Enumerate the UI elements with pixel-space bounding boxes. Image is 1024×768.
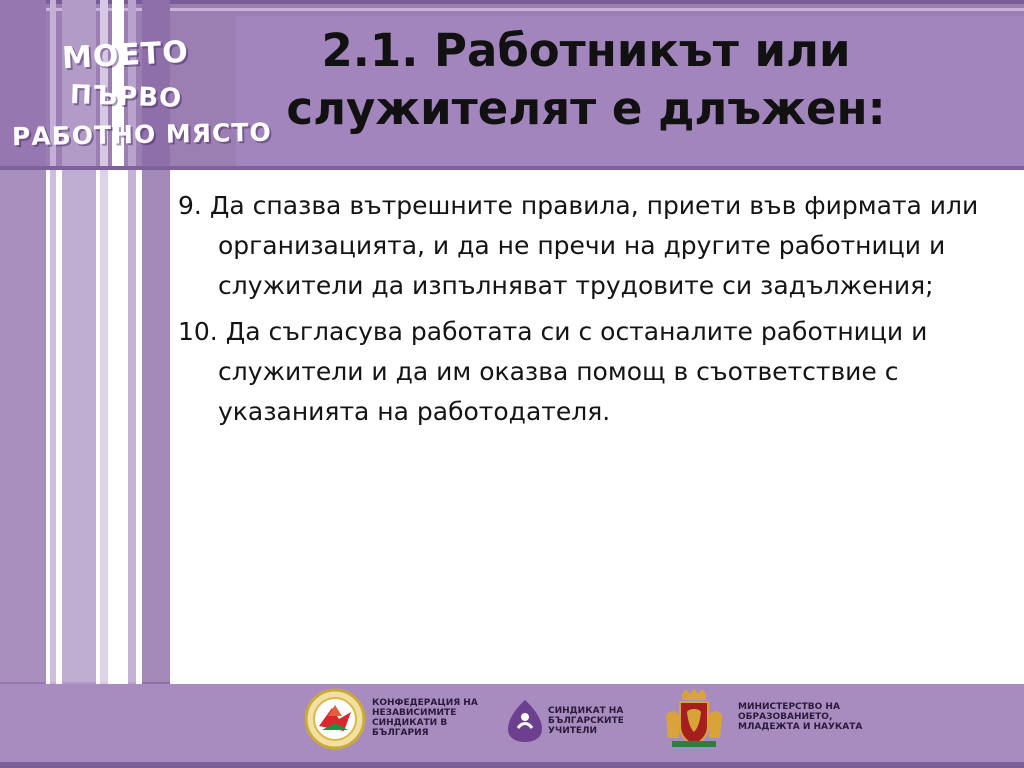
header-rule <box>0 166 1024 170</box>
partner-name: ОБРАЗОВАНИЕТО, <box>738 712 833 722</box>
logo-line: РАБОТНО МЯСТО <box>11 117 272 152</box>
confederation-logo-icon <box>304 688 366 750</box>
partner-name: МИНИСТЕРСТВО НА <box>738 702 840 712</box>
item-number: 9. <box>178 191 202 220</box>
logo-line: ПЪРВО <box>69 80 183 114</box>
partner-name: СИНДИКАТ НА <box>548 706 624 716</box>
partner-name: СИНДИКАТИ В <box>372 718 448 728</box>
union-logo-icon <box>504 698 546 744</box>
teachers-union-partner <box>500 686 630 750</box>
left-stripe-overlay <box>0 170 170 682</box>
footer-rule <box>0 762 1024 768</box>
list-item <box>178 186 990 306</box>
ministry-partner <box>662 686 863 750</box>
item-number: 10. <box>178 317 218 346</box>
list-item <box>178 312 990 432</box>
coat-of-arms-icon <box>662 688 726 750</box>
item-text: Да спазва вътрешните правила, приети във фирмата или организацията, и да не пречи на другите работници и служители да изпълняват трудовите си задължения; <box>209 191 979 300</box>
partner-name: УЧИТЕЛИ <box>548 726 598 736</box>
content-list <box>178 186 990 434</box>
partner-name: БЪЛГАРСКИТЕ <box>548 716 624 726</box>
title-line: 2.1. Работникът или <box>321 24 851 77</box>
project-logo <box>11 34 272 158</box>
slide-title <box>236 22 936 138</box>
confederation-partner <box>300 686 478 750</box>
logo-line: МОЕТО <box>61 34 190 77</box>
partner-name: НЕЗАВИСИМИТЕ <box>372 708 457 718</box>
partner-name: БЪЛГАРИЯ <box>372 728 429 738</box>
item-text: Да съгласува работата си с останалите работници и служители и да им оказва помощ в съответствие с указанията на работодателя. <box>218 317 928 426</box>
partner-name: МЛАДЕЖТА И НАУКАТА <box>738 722 863 732</box>
partner-name: КОНФЕДЕРАЦИЯ НА <box>372 698 478 708</box>
title-line: служителят е длъжен: <box>286 82 886 135</box>
